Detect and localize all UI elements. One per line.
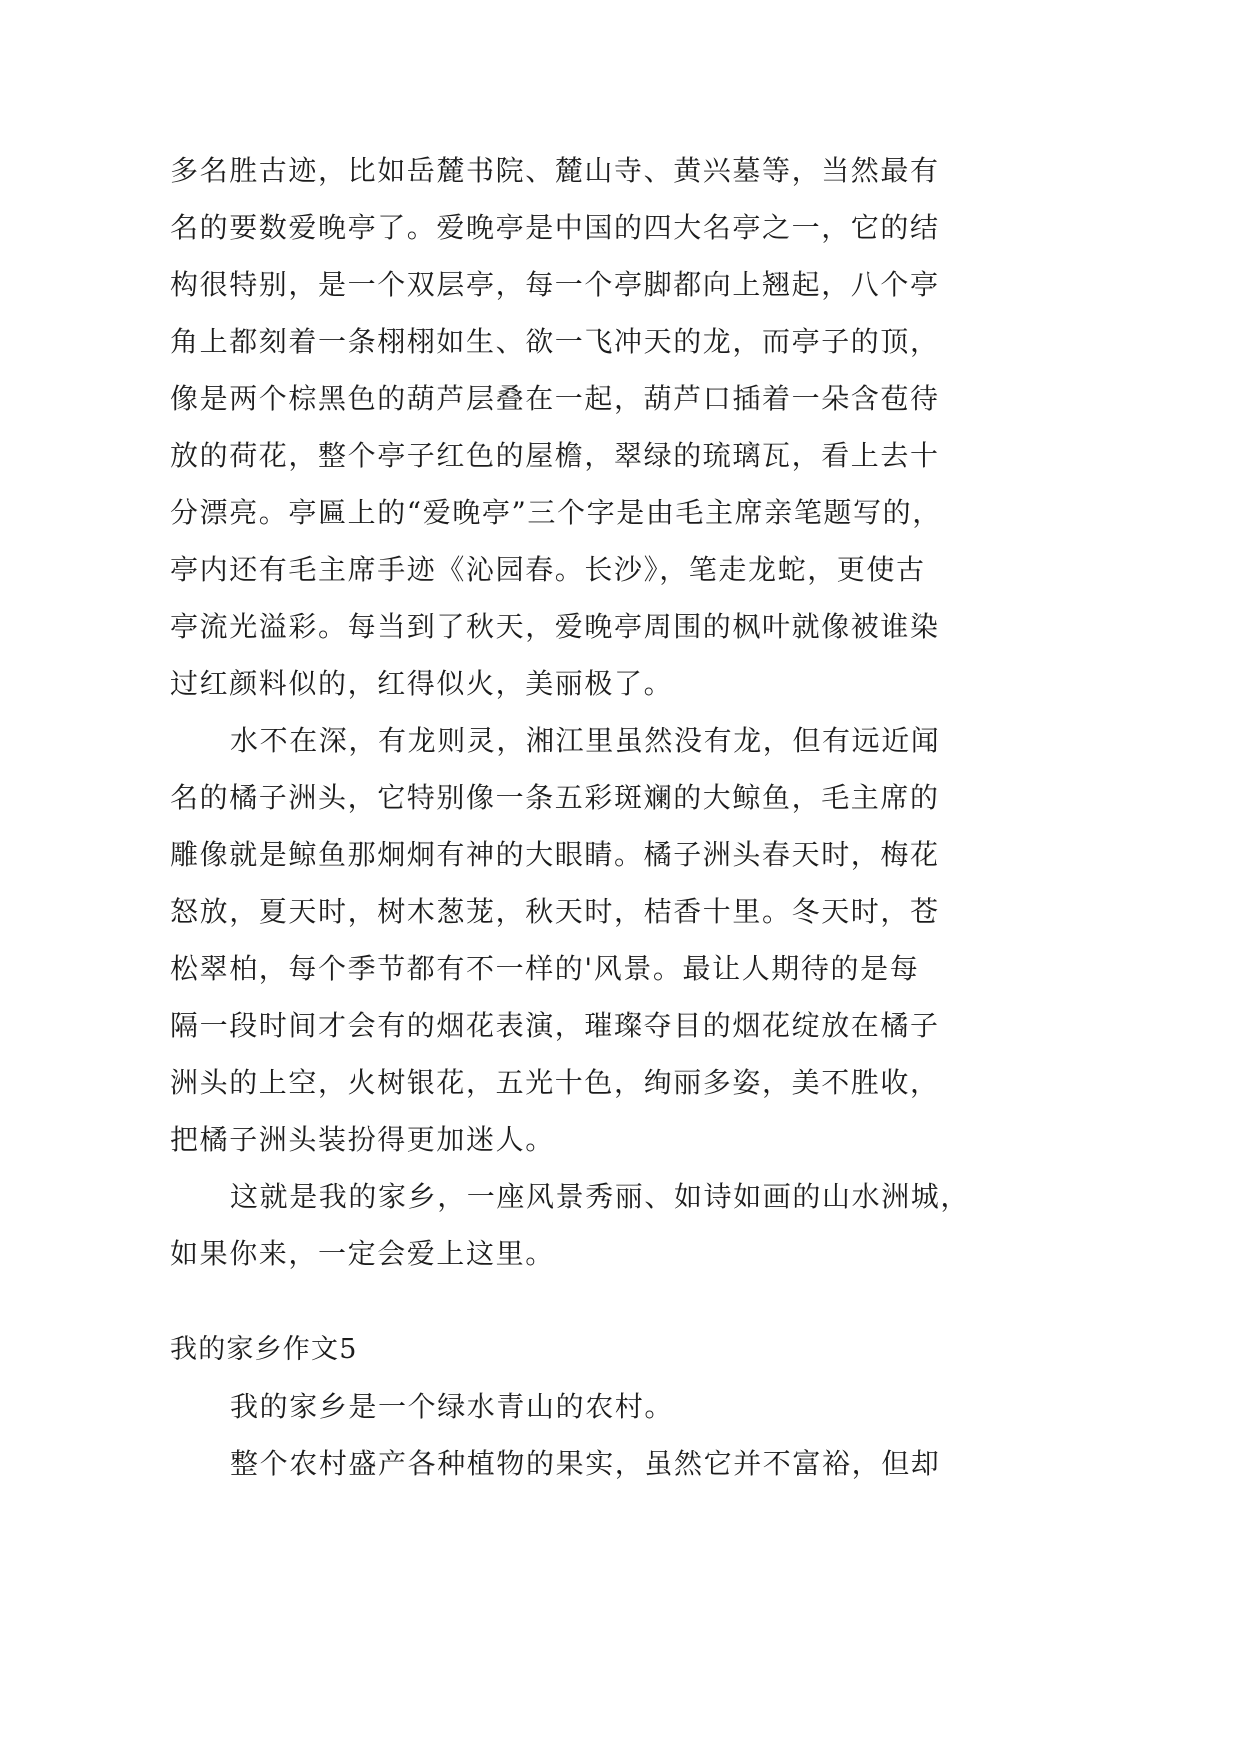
text-line: 角上都刻着一条栩栩如生、欲一飞冲天的龙，而亭子的顶，	[170, 325, 940, 358]
text-line: 雕像就是鲸鱼那炯炯有神的大眼睛。橘子洲头春天时，梅花	[170, 838, 940, 871]
text-line: 过红颜料似的，红得似火，美丽极了。	[170, 667, 674, 700]
paragraph-village	[170, 1435, 1170, 1492]
text-line: 我的家乡是一个绿水青山的农村。	[230, 1390, 675, 1423]
text-line: 名的要数爱晚亭了。爱晚亭是中国的四大名亭之一，它的结	[170, 211, 940, 244]
text-line: 洲头的上空，火树银花，五光十色，绚丽多姿，美不胜收，	[170, 1066, 940, 1099]
text-line: 松翠柏，每个季节都有不一样的'风景。最让人期待的是每	[170, 952, 920, 985]
text-line: 亭内还有毛主席手迹《沁园春。长沙》，笔走龙蛇，更使古	[170, 553, 926, 586]
text-line: 分漂亮。亭匾上的“爱晚亭”三个字是由毛主席亲笔题写的，	[170, 496, 942, 529]
text-line: 整个农村盛产各种植物的果实，虽然它并不富裕，但却	[230, 1447, 941, 1480]
paragraph-aiwan-pavilion	[170, 142, 1170, 712]
text-line: 水不在深，有龙则灵，湘江里虽然没有龙，但有远近闻	[230, 724, 941, 757]
text-line: 构很特别，是一个双层亭，每一个亭脚都向上翘起，八个亭	[170, 268, 940, 301]
paragraph-intro	[170, 1378, 1170, 1435]
text-line: 如果你来，一定会爱上这里。	[170, 1237, 555, 1270]
text-line: 怒放，夏天时，树木葱茏，秋天时，桔香十里。冬天时，苍	[170, 895, 940, 928]
text-line: 多名胜古迹，比如岳麓书院、麓山寺、黄兴墓等，当然最有	[170, 154, 940, 187]
document-page	[170, 142, 1170, 1492]
text-line: 隔一段时间才会有的烟花表演，璀璨夺目的烟花绽放在橘子	[170, 1009, 940, 1042]
text-line: 把橘子洲头装扮得更加迷人。	[170, 1123, 555, 1156]
section-heading: 我的家乡作文5	[170, 1334, 358, 1365]
text-line: 像是两个棕黑色的葫芦层叠在一起，葫芦口插着一朵含苞待	[170, 382, 940, 415]
paragraph-orange-isle	[170, 712, 1170, 1168]
text-line: 放的荷花，整个亭子红色的屋檐，翠绿的琉璃瓦，看上去十	[170, 439, 940, 472]
text-line: 这就是我的家乡，一座风景秀丽、如诗如画的山水洲城，	[230, 1180, 971, 1213]
text-line: 名的橘子洲头，它特别像一条五彩斑斓的大鲸鱼，毛主席的	[170, 781, 940, 814]
paragraph-conclusion	[170, 1168, 1170, 1282]
text-line: 亭流光溢彩。每当到了秋天，爱晚亭周围的枫叶就像被谁染	[170, 610, 940, 643]
